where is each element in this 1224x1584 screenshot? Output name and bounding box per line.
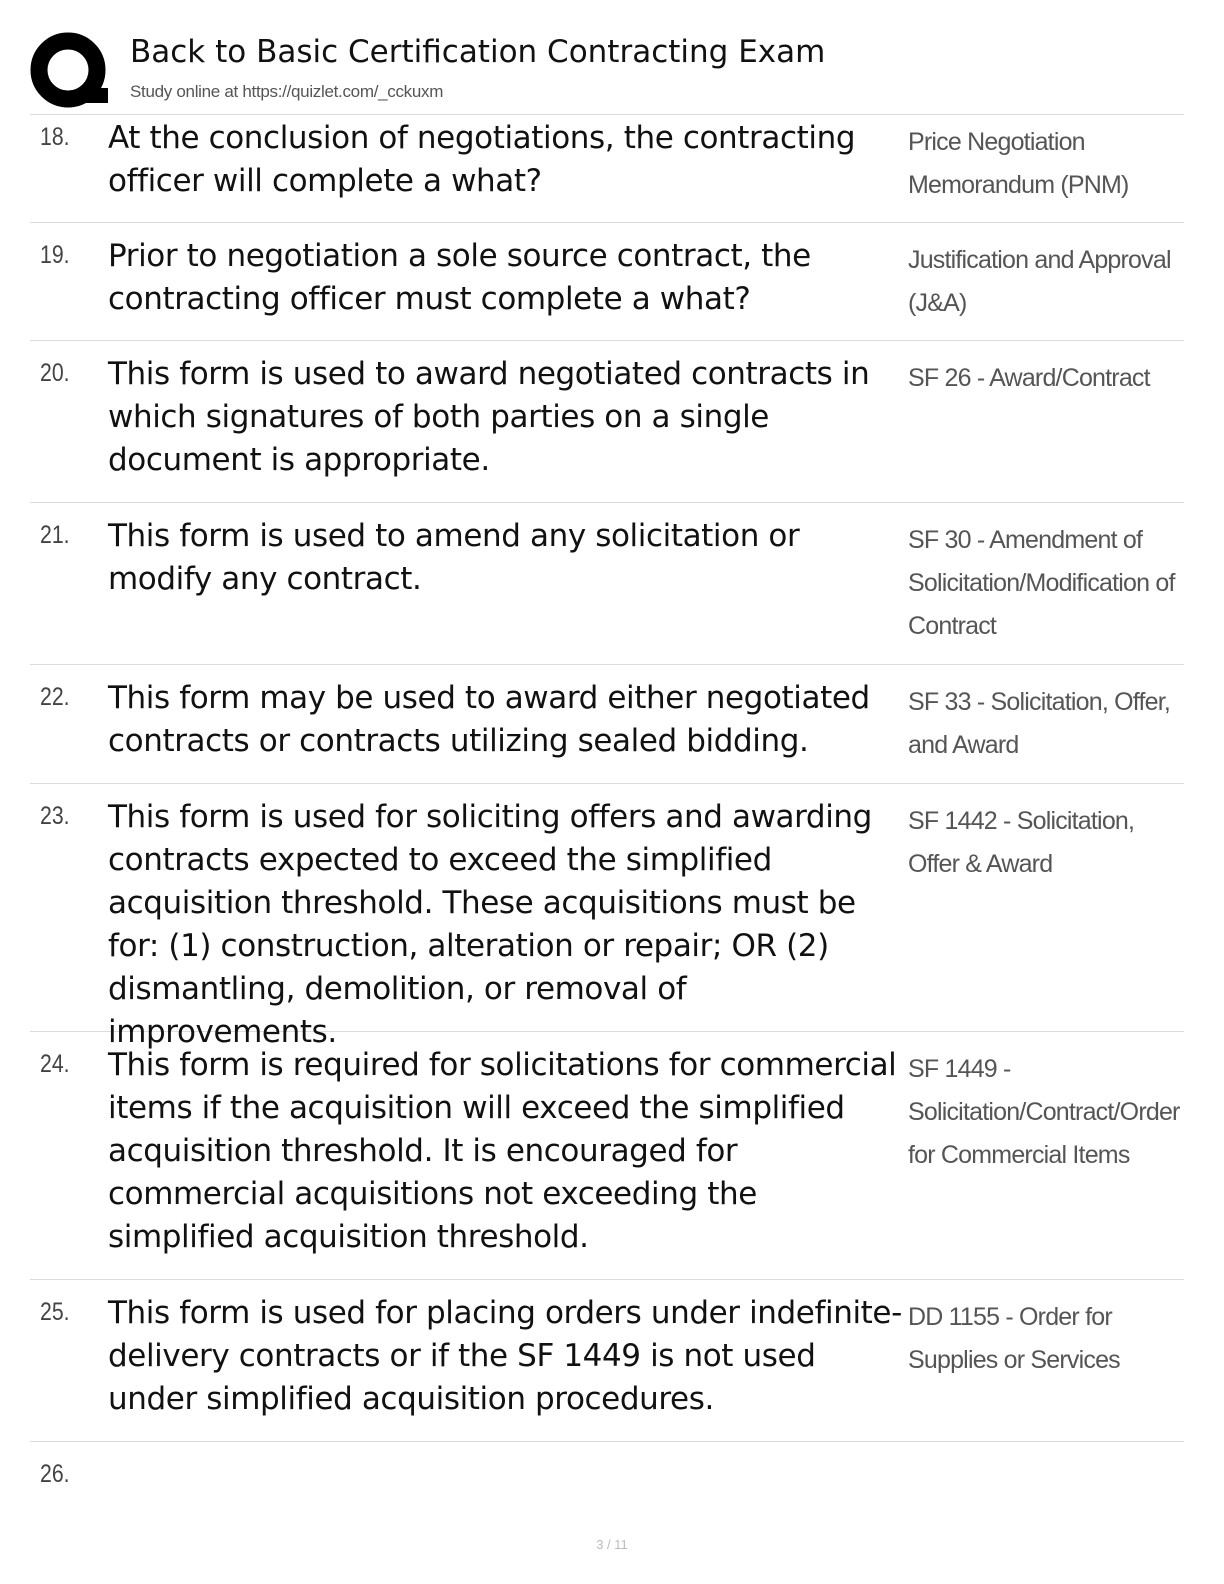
card-number: 25. bbox=[40, 1298, 70, 1326]
card-answer: SF 30 - Amendment of Solicitation/Modification of Contract bbox=[908, 526, 1175, 640]
flashcard-row bbox=[30, 1442, 1184, 1522]
document-title: Back to Basic Certification Contracting Exam bbox=[130, 34, 826, 70]
page-number: 3 / 11 bbox=[596, 1537, 628, 1552]
card-question: This form is used for placing orders under indefinite-delivery contracts or if the SF 1449 is not used under simplified acquisition procedures. bbox=[108, 1295, 902, 1417]
card-question: At the conclusion of negotiations, the contracting officer will complete a what? bbox=[108, 120, 856, 199]
card-number: 20. bbox=[40, 359, 70, 387]
card-number: 26. bbox=[40, 1460, 70, 1488]
card-question: This form is used for soliciting offers and awarding contracts expected to exceed the simplified acquisition threshold. These acquisitions must be for: (1) construction, alteration or repair; OR (2) dismantling, demolition, or removal of improvements. bbox=[108, 799, 872, 1050]
flashcard-list bbox=[30, 114, 1184, 1522]
card-answer: DD 1155 - Order for Supplies or Services bbox=[908, 1303, 1120, 1374]
card-number: 24. bbox=[40, 1050, 70, 1078]
flashcard-row bbox=[30, 341, 1184, 503]
flashcard-row bbox=[30, 503, 1184, 665]
card-question: This form is required for solicitations for commercial items if the acquisition will exceed the simplified acquisition threshold. It is encouraged for commercial acquisitions not exceeding the simplified acquisition threshold. bbox=[108, 1047, 897, 1255]
card-question: This form is used to award negotiated contracts in which signatures of both parties on a single document is appropriate. bbox=[108, 356, 870, 478]
flashcard-row bbox=[30, 223, 1184, 341]
flashcard-row bbox=[30, 1280, 1184, 1442]
flashcard-row bbox=[30, 1032, 1184, 1280]
card-number: 23. bbox=[40, 802, 70, 830]
quizlet-logo-icon bbox=[30, 32, 110, 112]
card-answer: SF 33 - Solicitation, Offer, and Award bbox=[908, 688, 1170, 759]
card-number: 22. bbox=[40, 683, 70, 711]
card-question: This form is used to amend any solicitation or modify any contract. bbox=[108, 518, 800, 597]
document-header bbox=[30, 30, 1190, 114]
card-answer: SF 1442 - Solicitation, Offer & Award bbox=[908, 807, 1135, 878]
card-answer: SF 26 - Award/Contract bbox=[908, 364, 1150, 392]
study-online-link[interactable]: Study online at https://quizlet.com/_cckuxm bbox=[130, 82, 444, 101]
flashcard-row bbox=[30, 665, 1184, 784]
card-answer: Price Negotiation Memorandum (PNM) bbox=[908, 128, 1129, 199]
card-answer: Justification and Approval (J&A) bbox=[908, 246, 1171, 317]
card-number: 21. bbox=[40, 521, 70, 549]
flashcard-row bbox=[30, 115, 1184, 223]
flashcard-row bbox=[30, 784, 1184, 1050]
card-answer: SF 1449 - Solicitation/Contract/Order for Commercial Items bbox=[908, 1055, 1180, 1169]
card-question: This form may be used to award either negotiated contracts or contracts utilizing sealed bidding. bbox=[108, 680, 870, 759]
card-number: 18. bbox=[40, 123, 70, 151]
card-number: 19. bbox=[40, 241, 70, 269]
card-question: Prior to negotiation a sole source contract, the contracting officer must complete a what? bbox=[108, 238, 811, 317]
